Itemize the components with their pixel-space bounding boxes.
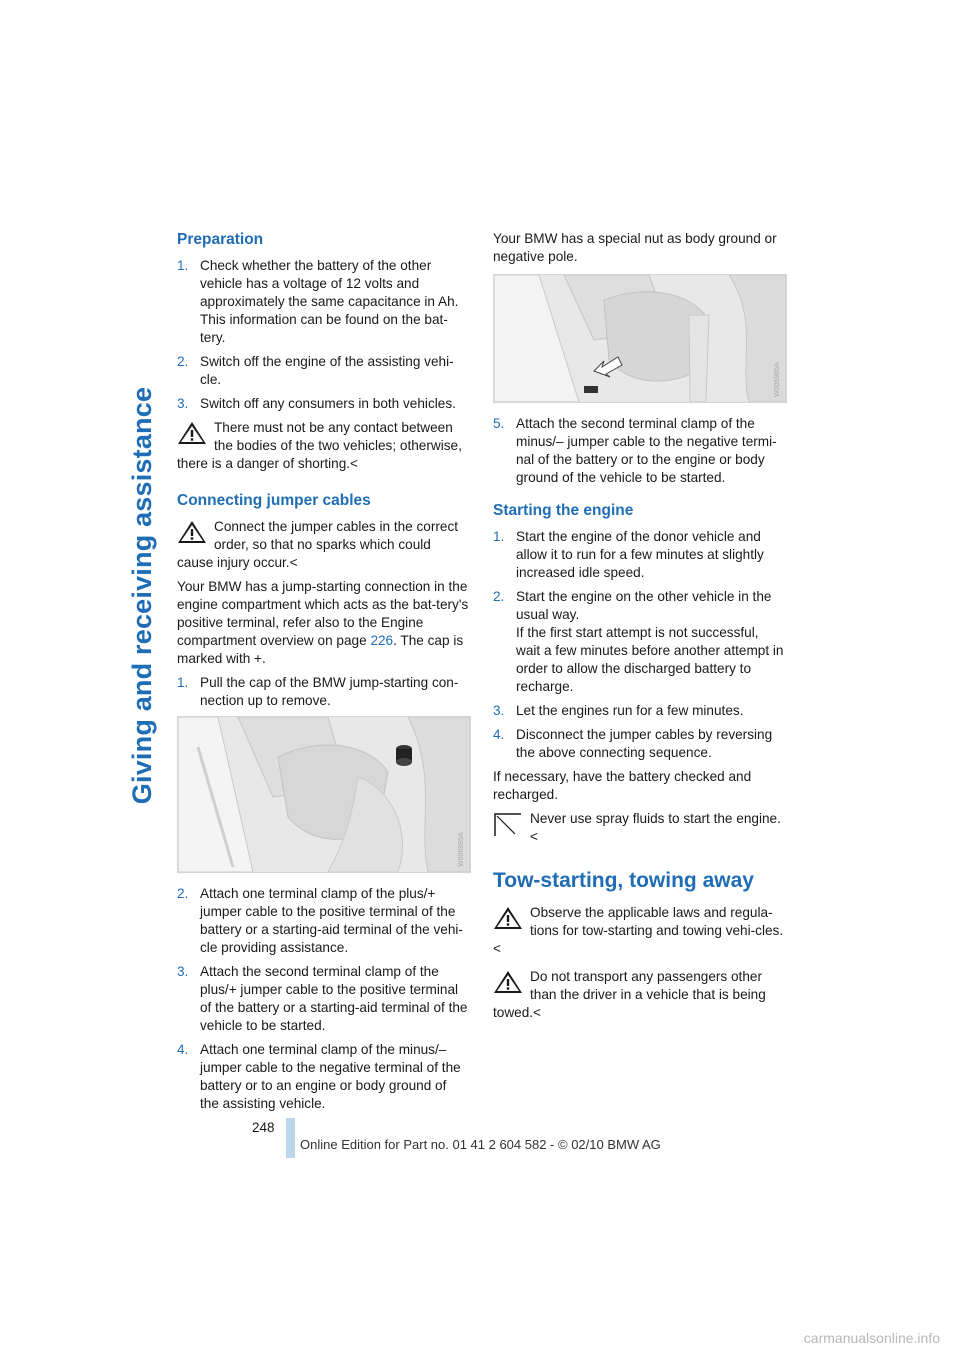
warning-order — [177, 518, 469, 572]
watermark: carmanualsonline.info — [803, 1330, 940, 1346]
step-number: 1. — [493, 529, 505, 544]
chapter-side-tab — [128, 30, 158, 1160]
prep-step-1 — [177, 257, 469, 347]
step-number: 2. — [177, 886, 189, 901]
warning-text: Do not transport any passengers other than the driver in a vehicle that is being towed.< — [493, 969, 766, 1020]
step-text: Switch off the engine of the assisting vehi-cle. — [200, 354, 454, 387]
paragraph-battery-check: If necessary, have the battery checked and recharged. — [493, 769, 752, 802]
page-number: 248 — [252, 1120, 275, 1135]
paragraph-text: Your BMW has a jump-starting connection in the engine compartment which acts as the bat-tery's positive terminal, refer also to the Engine compartment overview on page — [177, 579, 469, 648]
step-number: 3. — [493, 703, 505, 718]
prep-step-2 — [177, 353, 469, 389]
note-spray — [493, 810, 785, 846]
warning-laws — [493, 904, 785, 958]
warning-triangle-icon — [177, 520, 209, 546]
warning-triangle-icon — [493, 970, 525, 996]
warning-text: Observe the applicable laws and regula-tions for tow-starting and towing vehi-cles.< — [493, 905, 784, 956]
figure-code: W006985A — [458, 832, 465, 867]
paragraph-jump-connection — [177, 578, 469, 668]
start-step-1 — [493, 528, 785, 582]
warning-triangle-icon — [177, 421, 209, 447]
step-text: Check whether the battery of the other vehicle has a voltage of 12 volts and approximately the same capacitance in Ah. This information can be found on the bat-tery. — [200, 258, 459, 345]
start-step-4 — [493, 726, 785, 762]
start-step-3 — [493, 702, 785, 720]
step-number: 1. — [177, 675, 189, 690]
heading-preparation: Preparation — [177, 231, 264, 248]
step-number: 4. — [493, 727, 505, 742]
warning-triangle-icon — [493, 906, 525, 932]
step-text: Attach the second terminal clamp of the minus/– jumper cable to the negative termi-nal of the battery or to the engine or body ground of the vehicle to be started. — [516, 416, 777, 485]
step-text-continued: If the first start attempt is not successful, wait a few minutes before another attempt in order to allow the discharged battery to recharge. — [516, 625, 784, 694]
footer-accent-bar — [286, 1118, 295, 1158]
step-number: 4. — [177, 1042, 189, 1057]
page-link-226[interactable]: 226 — [370, 633, 394, 648]
connect-step-2 — [177, 885, 469, 957]
footer-edition: Online Edition for Part no. 01 41 2 604 582 - © 02/10 BMW AG — [300, 1137, 661, 1152]
note-corner-icon — [493, 812, 525, 838]
chapter-title: Giving and receiving assistance — [127, 386, 158, 804]
heading-starting-engine: Starting the engine — [493, 502, 634, 519]
connect-step-3 — [177, 963, 469, 1035]
connect-step-1 — [177, 674, 469, 710]
warning-contact — [177, 419, 469, 473]
step-number: 3. — [177, 964, 189, 979]
left-column — [177, 230, 469, 1119]
connect-step-5 — [493, 415, 785, 487]
step-text: Start the engine of the donor vehicle and allow it to run for a few minutes at slightly increased idle speed. — [516, 529, 764, 580]
paragraph-text: . The cap is marked with +. — [177, 633, 464, 666]
figure-body-ground-nut — [493, 274, 787, 403]
warning-passengers — [493, 968, 785, 1022]
step-number: 2. — [177, 354, 189, 369]
start-step-2 — [493, 588, 785, 696]
step-number: 1. — [177, 258, 189, 273]
step-text: Attach one terminal clamp of the plus/+ jumper cable to the positive terminal of the battery or a starting-aid terminal of the vehi-cle providing assistance. — [200, 886, 463, 955]
connect-step-4 — [177, 1041, 469, 1113]
heading-tow-starting: Tow-starting, towing away — [493, 869, 754, 892]
heading-connecting: Connecting jumper cables — [177, 492, 371, 509]
note-text: Never use spray fluids to start the engine.< — [530, 811, 781, 844]
step-text: Attach one terminal clamp of the minus/– jumper cable to the negative terminal of the battery or to an engine or body ground of the assisting vehicle. — [200, 1042, 461, 1111]
step-number: 5. — [493, 416, 505, 431]
step-text: Switch off any consumers in both vehicles. — [200, 396, 456, 411]
step-text: Attach the second terminal clamp of the plus/+ jumper cable to the positive terminal of the battery or a starting-aid terminal of the vehicle to be started. — [200, 964, 468, 1033]
step-text: Disconnect the jumper cables by reversing the above connecting sequence. — [516, 727, 773, 760]
step-number: 2. — [493, 589, 505, 604]
step-text: Let the engines run for a few minutes. — [516, 703, 744, 718]
warning-text: There must not be any contact between the bodies of the two vehicles; otherwise, there is a danger of shorting.< — [177, 420, 462, 471]
right-column — [493, 230, 785, 1028]
figure-code: W006986A — [774, 362, 781, 397]
prep-step-3 — [177, 395, 469, 413]
warning-text: Connect the jumper cables in the correct order, so that no sparks which could cause injury occur.< — [177, 519, 459, 570]
figure-jump-start-terminal — [177, 716, 471, 873]
step-number: 3. — [177, 396, 189, 411]
step-text: Start the engine on the other vehicle in the usual way. — [516, 589, 772, 622]
paragraph-body-ground: Your BMW has a special nut as body ground or negative pole. — [493, 231, 777, 264]
step-text: Pull the cap of the BMW jump-starting con-nection up to remove. — [200, 675, 459, 708]
